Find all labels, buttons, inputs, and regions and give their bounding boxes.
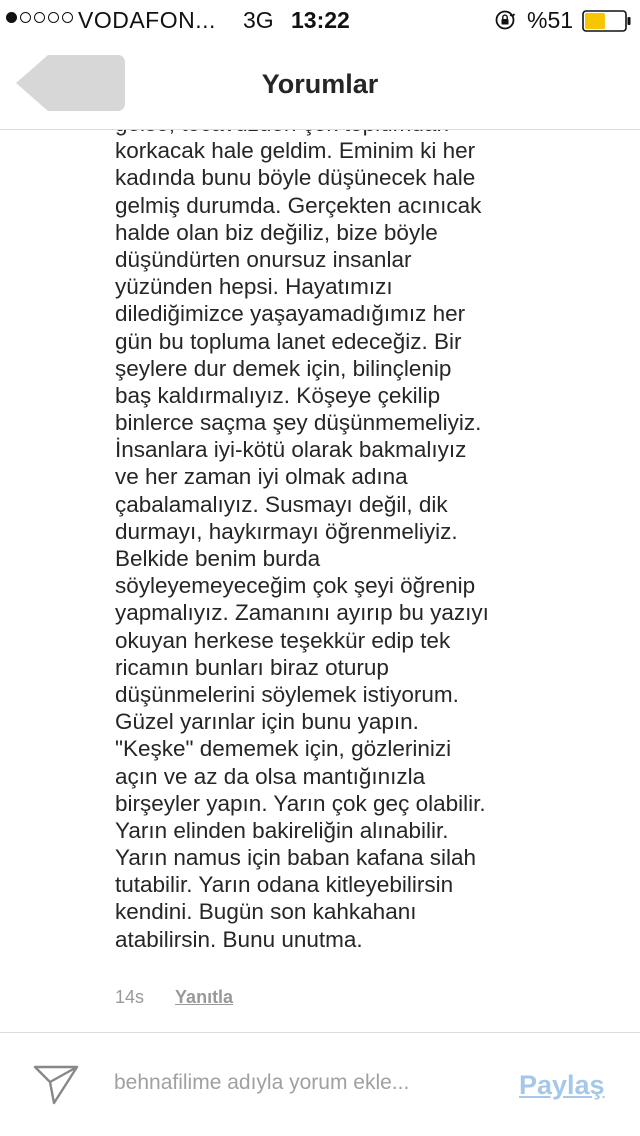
carrier-name: VODAFON... <box>78 7 216 33</box>
comment-timestamp: 14s <box>115 987 145 1007</box>
status-bar <box>0 0 640 40</box>
page-title: Yorumlar <box>261 69 379 99</box>
comment-line: gün bu topluma lanet edeceğiz. Bir <box>115 328 462 354</box>
comment-line: Yarın namus için baban kafana silah <box>115 845 477 871</box>
battery-icon <box>582 10 632 32</box>
comment-line: söyleyemeyeceğim çok şeyi öğrenip <box>115 573 476 599</box>
comment-line: "Keşke" dememek için, gözlerinizi <box>115 736 452 762</box>
comment-line: atabilirsin. Bunu unutma. <box>115 926 363 952</box>
comment-line: yüzünden hepsi. Hayatımızı <box>115 274 393 300</box>
reply-button[interactable]: Yanıtla <box>175 987 234 1007</box>
comment-line: binlerce saçma şey düşünmemeliyiz. <box>115 410 482 436</box>
comment-line: tutabilir. Yarın odana kitleyebilirsin <box>115 872 454 898</box>
comment-line: halde olan biz değiliz, bize böyle <box>115 219 438 245</box>
comment-line: düşündürten onursuz insanlar <box>115 246 412 272</box>
comment-line: durmayı, haykırmayı öğrenmeliyiz. <box>115 518 458 544</box>
comment-line: açın ve az da olsa mantığınızla <box>115 763 426 789</box>
comment-line: gelmiş durumda. Gerçekten acınıcak <box>115 192 482 218</box>
comment-line: Belkide benim burda <box>115 546 321 571</box>
comment-line: kendini. Bugün son kahkahanı <box>115 899 417 925</box>
comment-scroll-area[interactable] <box>0 130 640 1030</box>
comment-line: çabalamalıyız. Susmayı değil, dik <box>115 491 448 517</box>
comment-line: İnsanlara iyi-kötü olarak bakmalıyız <box>115 437 467 463</box>
comment-line: ricamın bunları biraz oturup <box>115 654 389 680</box>
nav-bar <box>0 40 640 130</box>
battery-percent: %51 <box>527 7 574 33</box>
comment-meta <box>115 987 233 1008</box>
comment-line: korkacak hale geldim. Eminim ki her <box>115 138 476 164</box>
comment-line: kadında bunu böyle düşünecek hale <box>115 165 476 191</box>
comment-line: şeylere dur demek için, bilinçlenip <box>115 355 452 381</box>
comment-composer <box>0 1032 640 1136</box>
rotation-lock-icon <box>494 9 516 31</box>
network-type: 3G <box>243 7 274 33</box>
paper-plane-icon[interactable] <box>32 1063 80 1107</box>
share-button[interactable]: Paylaş <box>519 1070 605 1100</box>
comment-body <box>115 110 625 953</box>
signal-dots-icon <box>6 12 73 23</box>
comment-line: Güzel yarınlar için bunu yapın. <box>115 709 419 735</box>
comment-line: baş kaldırmalıyız. Köşeye çekilip <box>115 382 441 408</box>
comment-line: okuyan herkese teşekkür edip tek <box>115 627 451 653</box>
comment-line: birşeyler yapın. Yarın çok geç olabilir. <box>115 790 486 816</box>
comment-input[interactable] <box>114 1071 494 1095</box>
comment-line: ve her zaman iyi olmak adına <box>115 464 408 490</box>
clock: 13:22 <box>291 7 350 33</box>
comment-line: dilediğimizce yaşayamadığımız her <box>115 301 466 327</box>
comment-line: düşünmelerini söylemek istiyorum. <box>115 681 459 707</box>
comment-line: yapmalıyız. Zamanını ayırıp bu yazıyı <box>115 600 489 626</box>
comment-line: Yarın elinden bakireliğin alınabilir. <box>115 817 449 843</box>
